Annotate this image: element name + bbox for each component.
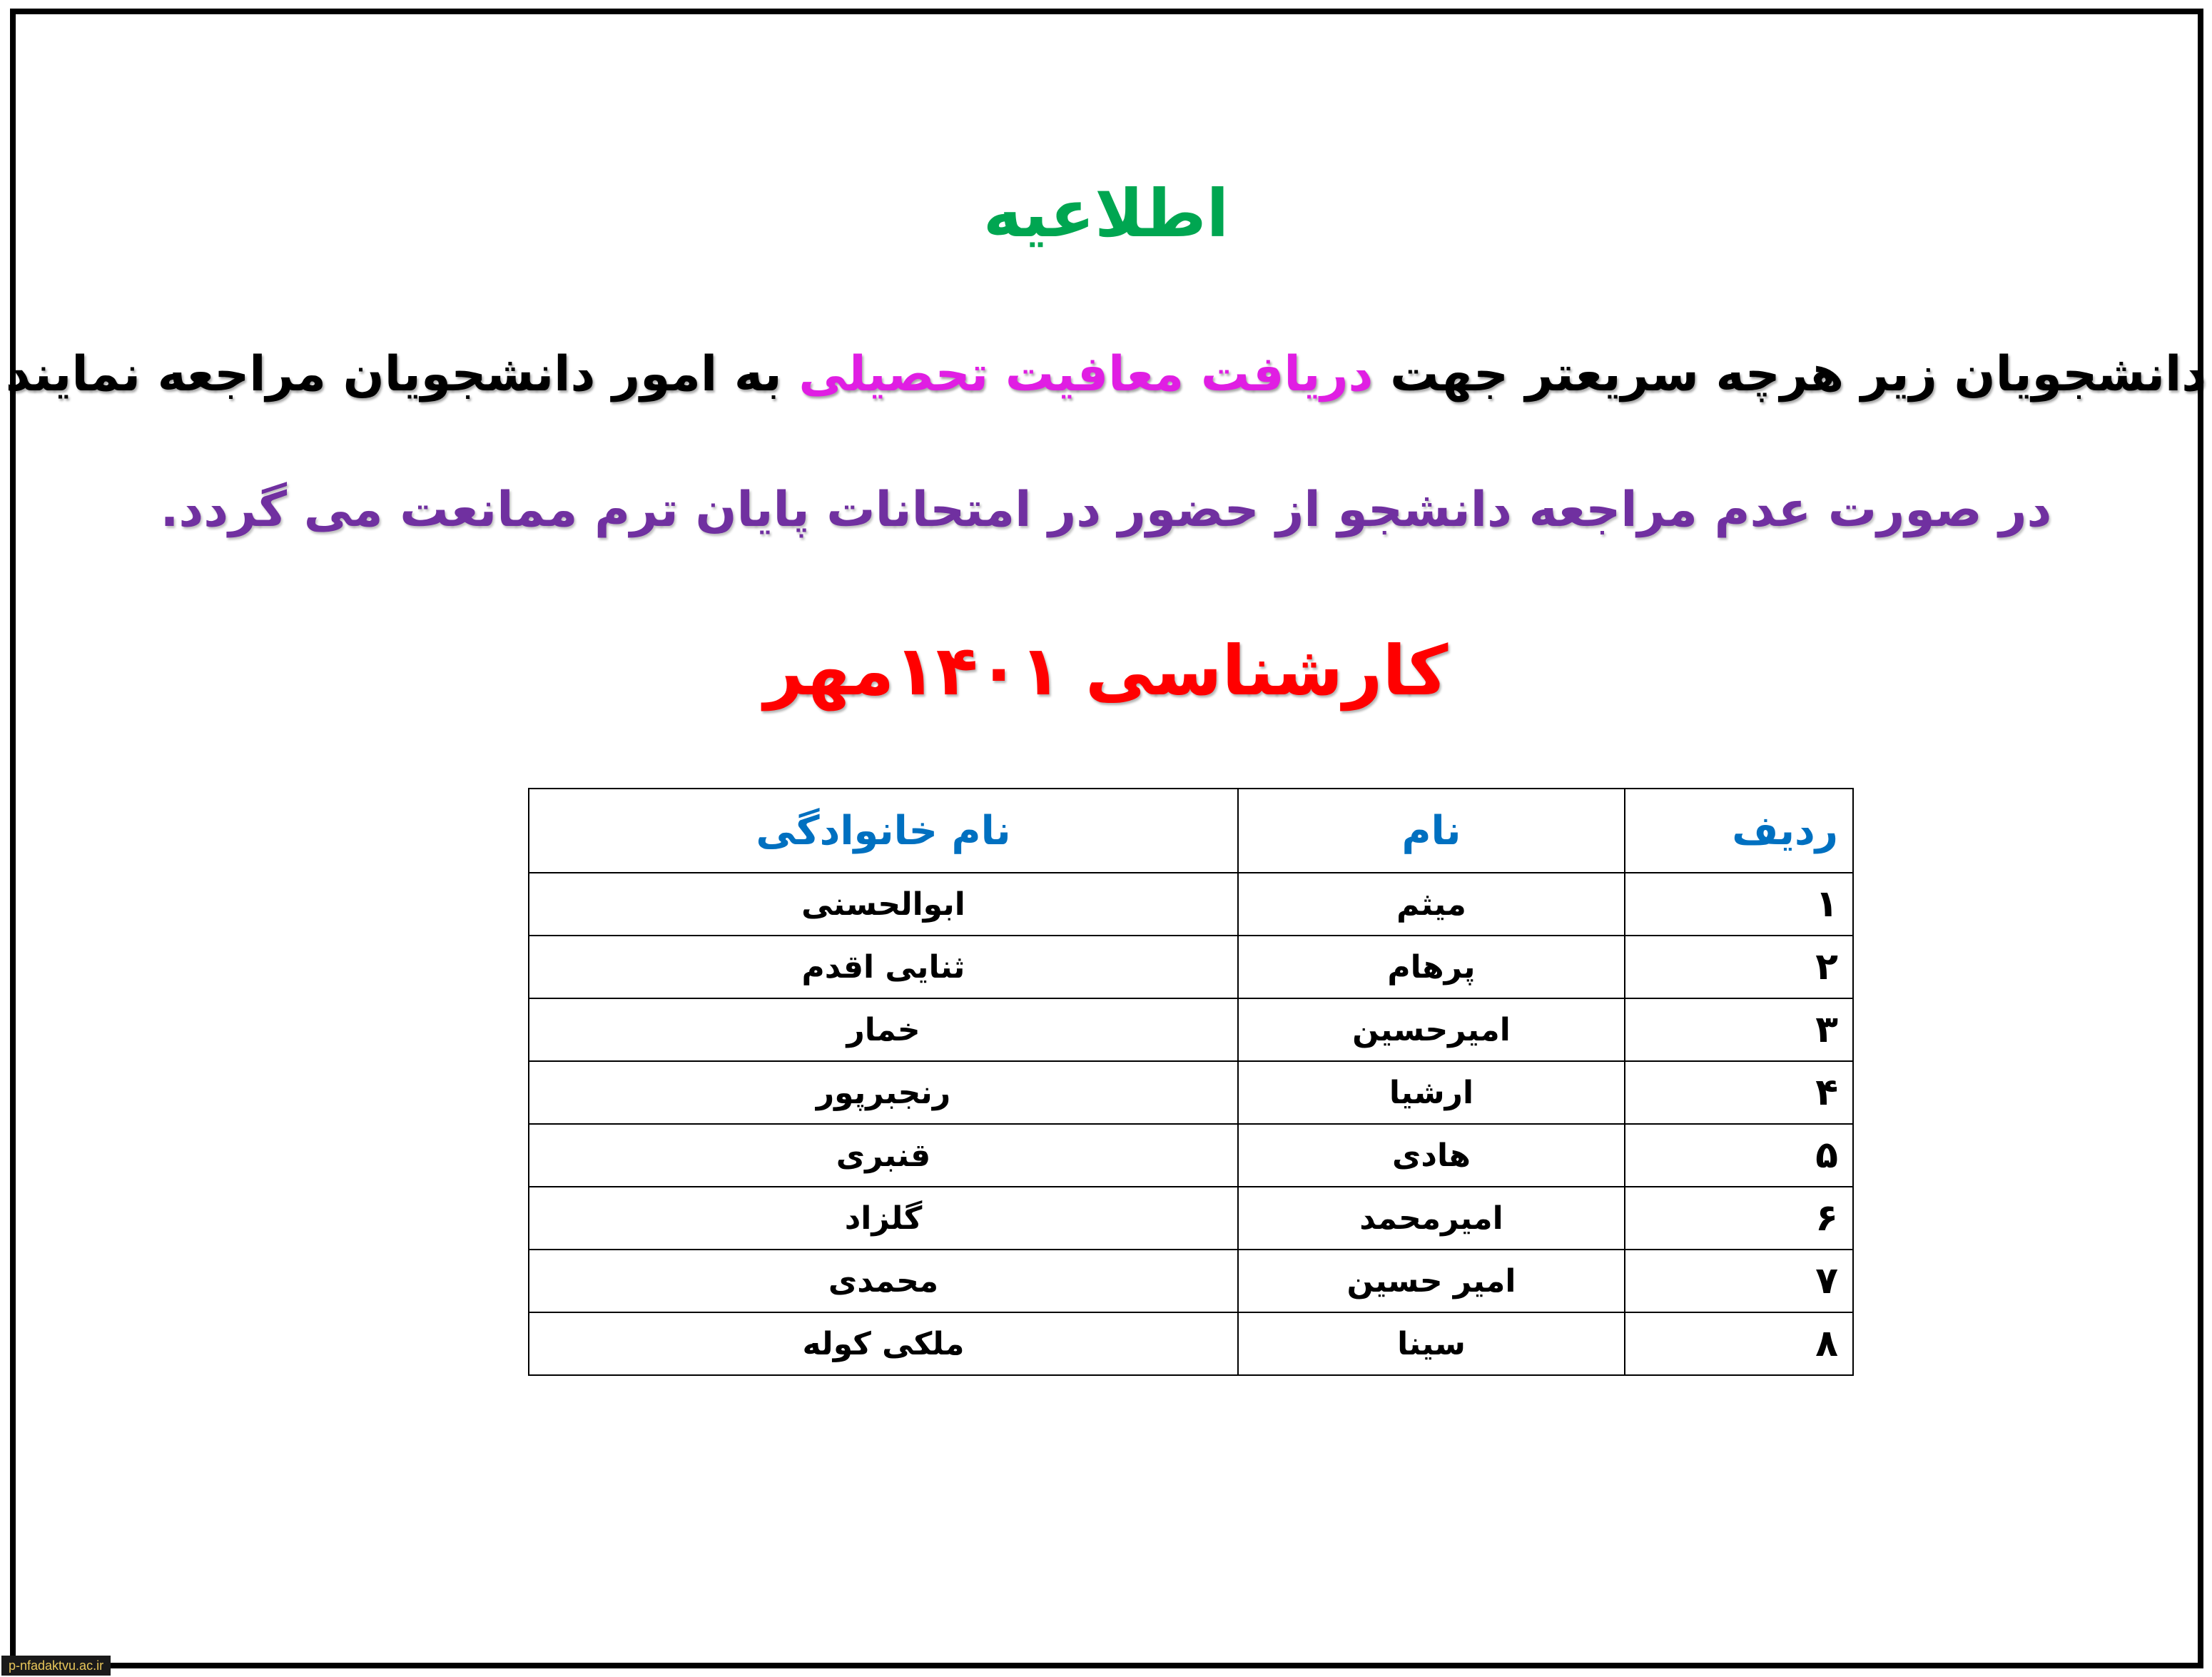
- last-name-cell: ملکی کوله: [529, 1312, 1238, 1375]
- first-name-cell: ارشیا: [1238, 1061, 1625, 1124]
- students-table: [528, 788, 1854, 1376]
- header-row-number: ردیف: [1625, 789, 1853, 873]
- header-first-name: نام: [1238, 789, 1625, 873]
- notice-title: اطلاعیه: [983, 176, 1229, 252]
- row-number-cell: ۱: [1625, 873, 1853, 936]
- last-name-cell: محمدی: [529, 1250, 1238, 1312]
- last-name-cell: ابوالحسنی: [529, 873, 1238, 936]
- row-number-cell: ۲: [1625, 936, 1853, 998]
- table-row: [529, 998, 1853, 1061]
- last-name-cell: ثنایی اقدم: [529, 936, 1238, 998]
- row-number-cell: ۳: [1625, 998, 1853, 1061]
- table-header-row: [529, 789, 1853, 873]
- first-name-cell: امیر حسین: [1238, 1250, 1625, 1312]
- last-name-cell: گلزاد: [529, 1187, 1238, 1250]
- table-row: [529, 1312, 1853, 1375]
- first-name-cell: امیرحسین: [1238, 998, 1625, 1061]
- notice-headline: [0, 335, 2212, 414]
- row-number-cell: ۵: [1625, 1124, 1853, 1187]
- table-row: [529, 1124, 1853, 1187]
- first-name-cell: هادی: [1238, 1124, 1625, 1187]
- row-number-cell: ۴: [1625, 1061, 1853, 1124]
- last-name-cell: رنجبرپور: [529, 1061, 1238, 1124]
- table-row: [529, 873, 1853, 936]
- row-number-cell: ۷: [1625, 1250, 1853, 1312]
- site-credit: p-nfadaktvu.ac.ir: [1, 1656, 111, 1676]
- row-number-cell: ۸: [1625, 1312, 1853, 1375]
- last-name-cell: خمار: [529, 998, 1238, 1061]
- first-name-cell: میثم: [1238, 873, 1625, 936]
- headline-text-start: دانشجویان زیر هرچه سریعتر جهت: [1373, 346, 2207, 402]
- program-label: کارشناسی ۱۴۰۱مهر: [763, 631, 1449, 711]
- headline-text-end: به امور دانشجویان مراجعه نمایند: [5, 346, 799, 402]
- first-name-cell: امیرمحمد: [1238, 1187, 1625, 1250]
- table-row: [529, 1187, 1853, 1250]
- header-last-name: نام خانوادگی: [529, 789, 1238, 873]
- table-row: [529, 1250, 1853, 1312]
- notice-warning: در صورت عدم مراجعه دانشجو از حضور در امتحانات پایان ترم ممانعت می گردد.: [160, 482, 2052, 538]
- first-name-cell: پرهام: [1238, 936, 1625, 998]
- row-number-cell: ۶: [1625, 1187, 1853, 1250]
- last-name-cell: قنبری: [529, 1124, 1238, 1187]
- first-name-cell: سینا: [1238, 1312, 1625, 1375]
- table-row: [529, 1061, 1853, 1124]
- headline-highlight: دریافت معافیت تحصیلی: [798, 346, 1374, 402]
- table-row: [529, 936, 1853, 998]
